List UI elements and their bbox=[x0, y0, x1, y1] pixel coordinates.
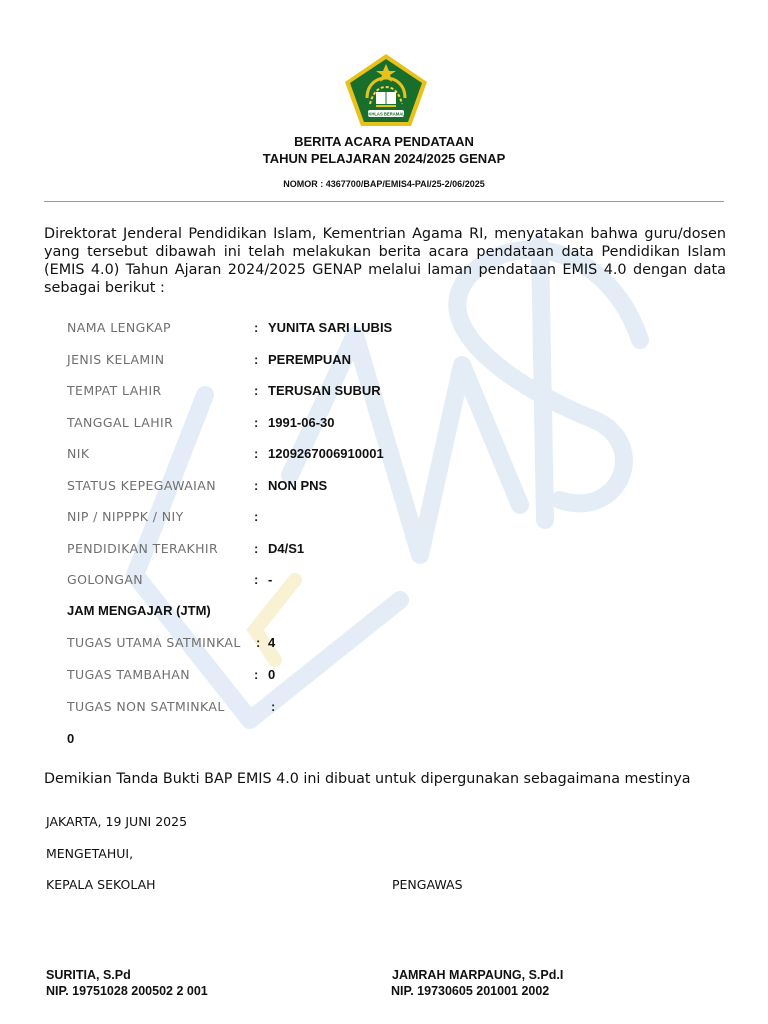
field-value: TERUSAN SUBUR bbox=[268, 383, 381, 398]
field-label: JENIS KELAMIN bbox=[67, 352, 165, 367]
field-label: PENDIDIKAN TERAKHIR bbox=[67, 541, 219, 556]
field-value: NON PNS bbox=[268, 478, 328, 493]
field-value: - bbox=[268, 572, 273, 587]
field-value: 1991-06-30 bbox=[268, 415, 335, 430]
field-label: NAMA LENGKAP bbox=[67, 320, 171, 335]
document-number bbox=[0, 179, 768, 189]
field-value: 0 bbox=[268, 667, 276, 682]
field-label: TUGAS NON SATMINKAL bbox=[67, 699, 225, 714]
field-colon: : bbox=[254, 446, 259, 461]
academic-year-title: TAHUN PELAJARAN 2024/2025 GENAP bbox=[262, 151, 506, 166]
field-colon: : bbox=[254, 478, 259, 493]
field-colon: : bbox=[271, 699, 276, 714]
field-value: 1209267006910001 bbox=[268, 446, 384, 461]
field-colon: : bbox=[256, 635, 261, 650]
right-signatory-name: JAMRAH MARPAUNG, S.Pd.I bbox=[392, 968, 564, 982]
field-colon: : bbox=[254, 541, 259, 556]
left-signatory-nip: NIP. 19751028 200502 2 001 bbox=[46, 984, 208, 998]
field-label: TUGAS TAMBAHAN bbox=[67, 667, 190, 682]
left-signatory-role: KEPALA SEKOLAH bbox=[46, 877, 156, 892]
right-signatory-nip: NIP. 19730605 201001 2002 bbox=[391, 984, 550, 998]
field-label: STATUS KEPEGAWAIAN bbox=[67, 478, 216, 493]
place-date: JAKARTA, 19 JUNI 2025 bbox=[46, 814, 188, 829]
right-signatory-role: PENGAWAS bbox=[392, 877, 463, 892]
field-value: D4/S1 bbox=[268, 541, 305, 556]
field-label: TEMPAT LAHIR bbox=[67, 383, 162, 398]
document-title: BERITA ACARA PENDATAAN bbox=[294, 134, 474, 149]
jtm-heading: JAM MENGAJAR (JTM) bbox=[67, 603, 211, 618]
jtm-non-satminkal-value: 0 bbox=[67, 731, 75, 746]
field-colon: : bbox=[254, 572, 259, 587]
field-label: NIK bbox=[67, 446, 90, 461]
acknowledged-label: MENGETAHUI, bbox=[46, 846, 134, 861]
intro-paragraph: Direktorat Jenderal Pendidikan Islam, Kementrian Agama RI, menyatakan bahwa guru/dosen yang tersebut dibawah ini telah melakukan berita acara pendataan data Pendidikan Islam (EMIS 4.0) Tahun Ajaran 2024/2025 GENAP melalui laman pendataan EMIS 4.0 dengan data sebagai berikut : bbox=[44, 226, 726, 296]
logo-caption: IKHLAS BERAMAL bbox=[367, 111, 405, 117]
field-label: TUGAS UTAMA SATMINKAL bbox=[67, 635, 241, 650]
left-signatory-name: SURITIA, S.Pd bbox=[46, 968, 131, 982]
field-value: 4 bbox=[268, 635, 276, 650]
closing-statement: Demikian Tanda Bukti BAP EMIS 4.0 ini dibuat untuk dipergunakan sebagaimana mestinya bbox=[44, 771, 691, 787]
field-colon: : bbox=[254, 352, 259, 367]
field-colon: : bbox=[254, 320, 259, 335]
kementerian-agama-emblem-icon bbox=[343, 52, 429, 128]
field-label: GOLONGAN bbox=[67, 572, 144, 587]
field-label: NIP / NIPPPK / NIY bbox=[67, 509, 184, 524]
field-colon: : bbox=[254, 415, 259, 430]
field-colon: : bbox=[254, 509, 259, 524]
field-value: PEREMPUAN bbox=[268, 352, 352, 367]
nomor-label: NOMOR : bbox=[283, 179, 324, 189]
field-label: TANGGAL LAHIR bbox=[67, 415, 174, 430]
kementerian-agama-logo bbox=[343, 52, 429, 128]
field-value: YUNITA SARI LUBIS bbox=[268, 320, 393, 335]
nomor-value: 4367700/BAP/EMIS4-PAI/25-2/06/2025 bbox=[325, 179, 485, 189]
field-colon: : bbox=[254, 383, 259, 398]
field-colon: : bbox=[254, 667, 259, 682]
header-divider bbox=[44, 201, 724, 202]
